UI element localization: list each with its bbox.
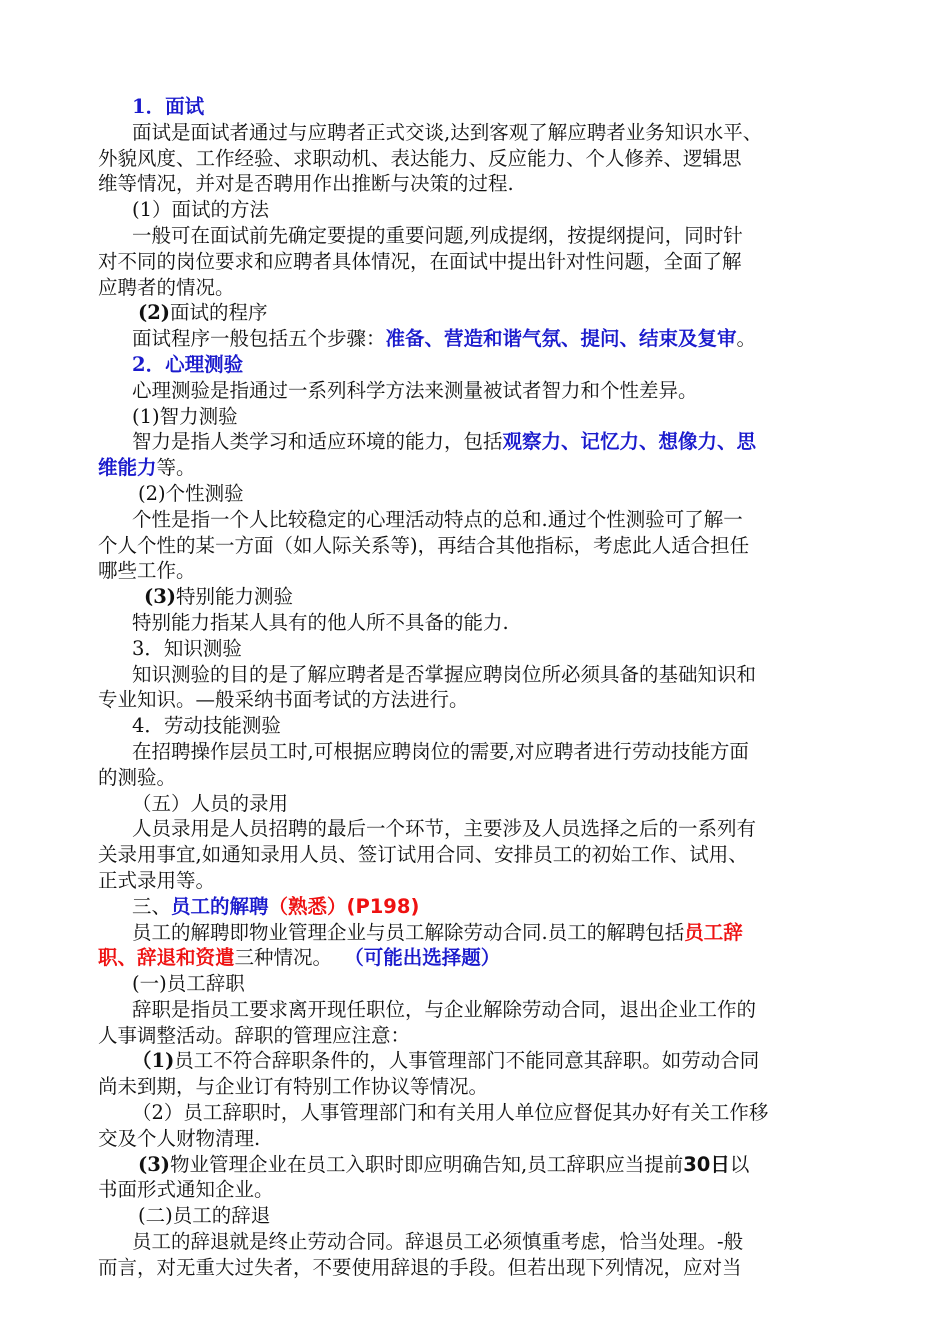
paragraph-line: 正式录用等。 (98, 868, 216, 892)
paragraph-line: 关录用事宜,如通知录用人员、签订试用合同、安排员工的初始工作、试用、 (98, 843, 748, 867)
highlight-red: （熟悉）(P198) (268, 894, 420, 918)
paragraph-line: 对不同的岗位要求和应聘者具体情况，在面试中提出针对性问题，全面了解 (98, 249, 742, 273)
heading-knowledge-test: 3．知识测验 (132, 636, 242, 660)
highlight-red: 职、辞退和资遣 (98, 946, 235, 970)
subheading-personality-test: (2)个性测验 (138, 481, 244, 505)
paragraph-line: 人员录用是人员招聘的最后一个环节，主要涉及人员选择之后的一系列有 (132, 817, 757, 841)
subheading-dismissal: (二)员工的辞退 (138, 1204, 271, 1228)
paragraph-line: 哪些工作。 (98, 559, 196, 583)
paragraph-line: 尚未到期，与企业订有特别工作协议等情况。 (98, 1075, 489, 1099)
heading-psychological-test: 2．心理测验 (132, 352, 244, 376)
subheading-interview-method: (1）面试的方法 (132, 198, 270, 222)
paragraph-line: 员工的解聘即物业管理企业与员工解除劳动合同.员工的解聘包括员工辞 (132, 920, 743, 944)
document-page (98, 94, 868, 1281)
paragraph-line: 维等情况，并对是否聘用作出推断与决策的过程. (98, 172, 514, 196)
highlight-red: 员工辞 (684, 920, 743, 944)
paragraph-line: 专业知识。—般采纳书面考试的方法进行。 (98, 688, 469, 712)
paragraph-line: 交及个人财物清理. (98, 1126, 261, 1150)
paragraph-line: 面试程序一般包括五个步骤：准备、营造和谐气氛、提问、结束及复审。 (132, 327, 757, 351)
paragraph-line: （2）员工辞职时，人事管理部门和有关用人单位应督促其办好有关工作移 (132, 1101, 769, 1125)
paragraph-line: (3)物业管理企业在员工入职时即应明确告知,员工辞职应当提前30日以 (138, 1152, 750, 1176)
paragraph-line: 辞职是指员工要求离开现任职位，与企业解除劳动合同，退出企业工作的 (132, 997, 757, 1021)
paragraph-line: 人事调整活动。辞职的管理应注意： (98, 1023, 411, 1047)
paragraph-line: （1)员工不符合辞职条件的，人事管理部门不能同意其辞职。如劳动合同 (132, 1049, 760, 1073)
heading-labor-skill-test: 4．劳动技能测验 (132, 714, 281, 738)
highlight-blue: 维能力 (98, 456, 157, 480)
highlight-blue: （可能出选择题） (354, 946, 501, 970)
paragraph-line: 面试是面试者通过与应聘者正式交谈,达到客观了解应聘者业务知识水平、 (132, 120, 763, 144)
subheading-special-ability-test: (3)特别能力测验 (144, 585, 294, 609)
highlight-blue: 观察力、记忆力、想像力、思 (502, 430, 757, 454)
subheading-interview-procedure: (2)面试的程序 (138, 301, 268, 325)
paragraph-line: 个人个性的某一方面（如人际关系等)，再结合其他指标，考虑此人适合担任 (98, 533, 750, 557)
paragraph-line: 而言，对无重大过失者，不要使用辞退的手段。但若出现下列情况，应对当 (98, 1255, 742, 1279)
paragraph-line: 的测验。 (98, 765, 177, 789)
paragraph-line: 外貌风度、工作经验、求职动机、表达能力、反应能力、个人修养、逻辑思 (98, 146, 742, 170)
highlight-blue: 员工的解聘 (171, 894, 269, 918)
paragraph-line: 书面形式通知企业。 (98, 1178, 274, 1202)
paragraph-line: 应聘者的情况。 (98, 275, 235, 299)
subheading-resignation: (一)员工辞职 (132, 972, 245, 996)
subheading-intelligence-test: (1)智力测验 (132, 404, 238, 428)
paragraph-line: 知识测验的目的是了解应聘者是否掌握应聘岗位所必须具备的基础知识和 (132, 662, 757, 686)
paragraph-line: 一般可在面试前先确定要提的重要问题,列成提纲，按提纲提问，同时针 (132, 223, 743, 247)
heading-employment: （五）人员的录用 (132, 791, 289, 815)
heading-interview: 1．面试 (132, 95, 205, 118)
paragraph-line: 职、辞退和资遣三种情况。 （可能出选择题） (98, 946, 501, 970)
paragraph-line: 智力是指人类学习和适应环境的能力，包括观察力、记忆力、想像力、思 (132, 430, 757, 454)
paragraph-line: 员工的辞退就是终止劳动合同。辞退员工必须慎重考虑，恰当处理。-般 (132, 1230, 744, 1254)
paragraph-line: 在招聘操作层员工时,可根据应聘岗位的需要,对应聘者进行劳动技能方面 (132, 739, 749, 763)
paragraph-line: 特别能力指某人具有的他人所不具备的能力. (132, 610, 509, 634)
paragraph-line: 心理测验是指通过一系列科学方法来测量被试者智力和个性差异。 (132, 378, 698, 402)
highlight-blue: 准备、营造和谐气氛、提问、结束及复审 (385, 327, 737, 351)
paragraph-line: 维能力等。 (98, 456, 196, 480)
paragraph-line: 个性是指一个人比较稳定的心理活动特点的总和.通过个性测验可了解一 (132, 507, 743, 531)
heading-dismissal: 三、员工的解聘（熟悉）(P198) (132, 894, 420, 918)
